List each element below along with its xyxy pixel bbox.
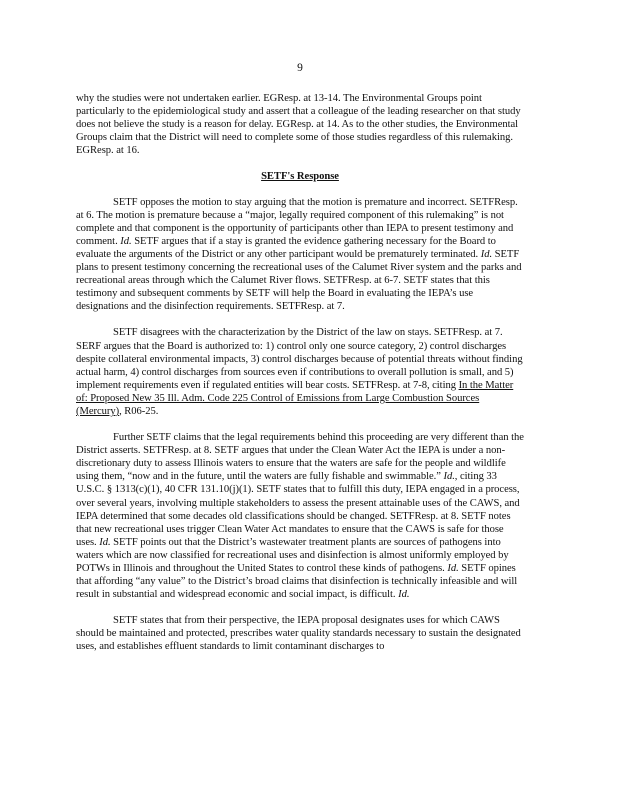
citation-id: Id. [398,589,410,601]
paragraph-text: SETF points out that the District’s wastewater treatment plants are sources of pathogens into waters which are now classified for recreational uses and disinfection is almost uniformly employed by POTWs in Illinois and throughout the United States to control these kinds of pathogens. [76,536,509,574]
paragraph-text: SETF disagrees with the characterization by the District of the law on stays. SETFResp. at 7. SERF argues that the Board is authorized to: 1) control only one source category, 2) control discharges despite collateral environmental impacts, 3) control discharges because of potential threats without finding actual harm, 4) control discharges from sources even if contributions to overall pollution is small, and 5) implement requirements even if regulated entities will bear costs. SETFResp. at 7-8, citing [76,327,523,391]
page-number: 9 [297,62,303,74]
paragraph-text: , R06-25. [119,405,159,417]
paragraph-environmental-groups-continued: why the studies were not undertaken earlier. EGResp. at 13-14. The Environmental Groups point particularly to the epidemiological study and assert that a colleague of the leading researcher on that study does not believe the study is a reason for delay. EGResp. at 14. As to the other studies, the Environmental Groups claim that the District will need to complete some of those studies regardless of this rulemaking. EGResp. at 16. [76,93,521,157]
case-citation: In the Matter of: Proposed New 35 Ill. Adm. Code 225 Control of Emissions from Large Combustion Sources (Mercury) [76,379,514,417]
paragraph-text: , citing 33 U.S.C. § 1313(c)(1), 40 CFR 131.10(j)(1). SETF states that to fulfill this duty, IEPA engaged in a process, over several years, involving multiple stakeholders to assess the present attainable uses of the CAWS, and IEPA determined that some decades old classifications should be changed. SETFResp. at 8. SETF notes that new recreational uses trigger Clean Water Act mandates to ensure that the CAWS is safe for those uses. [76,471,520,548]
paragraph-text: SETF argues that if a stay is granted the evidence gathering necessary for the Board to evaluate the arguments of the District or any other participant would be prematurely terminated. [76,235,496,260]
paragraph-setf-legal-requirements [76,431,524,601]
paragraph-setf-perspective: SETF states that from their perspective, the IEPA proposal designates uses for which CAWS should be maintained and protected, prescribes water quality standards necessary to sustain the designated uses, and establishes effluent standards to limit contaminant discharges to [76,615,521,653]
citation-id: Id. [480,248,493,260]
paragraph-text: SETF opines that affording “any value” to the District’s broad claims that disinfection is technically infeasible and will result in substantial and widespread economic and social impact, is difficult. [76,563,518,601]
paragraph-setf-opposes-stay [76,196,524,314]
section-heading-setf-response: SETF's Response [261,171,339,183]
citation-id: Id. [120,235,132,247]
paragraph-setf-law-on-stays [76,326,524,418]
citation-id: Id. [99,536,111,548]
citation-id: Id. [443,471,455,483]
document-body [76,92,524,667]
paragraph-text: Further SETF claims that the legal requirements behind this proceeding are very different than the District asserts. SETFResp. at 8. SETF argues that under the Clean Water Act the IEPA is under a non-discretionary duty to assess Illinois waters to ensure that the waters are safe for the people and wildlife using them, “now and in the future, until the waters are fully fishable and swimmable.” [76,432,524,483]
paragraph-text: SETF opposes the motion to stay arguing that the motion is premature and incorrect. SETFResp. at 6. The motion is premature because a “major, legally required component of this rulemaking” is not complete and that component is the opportunity of participants other than IEPA to present testimony and comment. [76,196,518,247]
citation-id: Id. [447,563,459,574]
paragraph-text: SETF plans to present testimony concerning the recreational uses of the Calumet River system and the parks and recreational areas through which the Calumet River flows. SETFResp. at 6-7. SETF states that this testimony and subsequent comments by SETF will help the Board in evaluating the IEPA’s use designations and the disinfection requirements. SETFResp. at 7. [76,248,522,313]
